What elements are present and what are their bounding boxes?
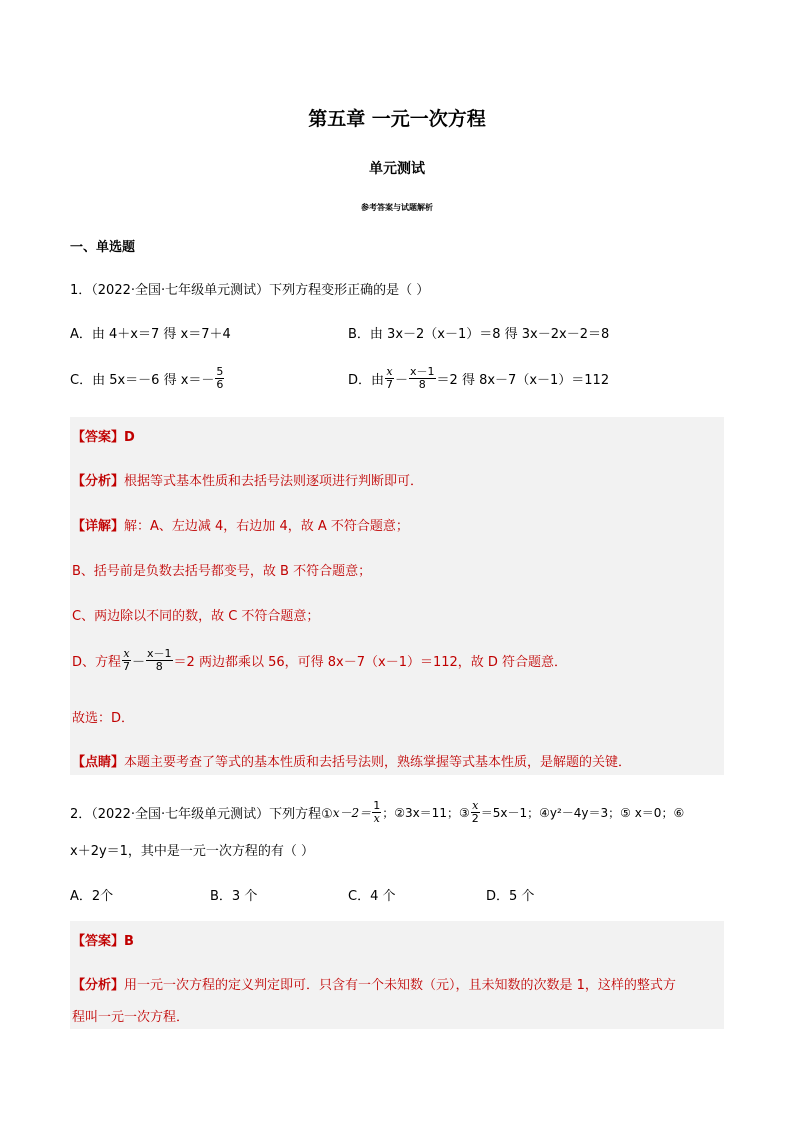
q2-stem-prefix: 2．（2022·全国·七年级单元测试）下列方程① — [70, 807, 333, 822]
analysis-tag: 【分析】 — [72, 978, 125, 993]
detail-text-1: 解：A、左边减 4，右边加 4，故 A 不符合题意； — [124, 519, 409, 534]
detail4-fraction2: $\frac{x-1}{8}$ — [147, 647, 172, 673]
analysis-tag: 【分析】 — [72, 474, 125, 489]
q2-eq2: ；②3x＝11；③ — [382, 806, 470, 820]
q1-option-a: A．由 4＋x＝7 得 x＝7＋4 — [70, 327, 231, 342]
q2-eq1: x－2＝ — [332, 806, 372, 820]
q2-option-d: D．5 个 — [486, 889, 535, 904]
q1-option-d — [348, 366, 609, 391]
q1-option-b: B．由 3x－2（x－1）＝8 得 3x－2x－2＝8 — [348, 327, 610, 342]
q1-option-d-fraction1: $\frac{x}{7}$ — [386, 365, 394, 391]
comment-tag: 【点睛】 — [72, 755, 125, 770]
detail4-minus: － — [132, 655, 146, 670]
q2-option-c: C．4 个 — [348, 889, 396, 904]
q1-analysis — [72, 470, 423, 489]
q1-option-d-suffix: ＝2 得 8x－7（x－1）＝112 — [436, 373, 610, 388]
page-subtitle: 单元测试 — [369, 161, 425, 177]
q1-option-c-fraction: $\frac{5}{6}$ — [216, 365, 224, 391]
detail4-suffix: ，故 D 符合题意． — [457, 655, 568, 670]
q2-stem-line2: x＋2y＝1，其中是一元一次方程的有（ ） — [70, 844, 315, 859]
section-title: 一、单选题 — [70, 240, 136, 255]
q1-stem: 1．（2022·全国·七年级单元测试）下列方程变形正确的是（ ） — [70, 283, 430, 298]
q2-analysis-1 — [72, 974, 676, 993]
q1-detail-1 — [72, 515, 409, 534]
q1-option-d-minus: － — [395, 373, 409, 388]
answer-tag: 【答案】 — [72, 430, 125, 445]
comment-text: 本题主要考查了等式的基本性质和去括号法则，熟练掌握等式基本性质，是解题的关键． — [124, 755, 632, 770]
detail4-prefix: D、方程 — [72, 655, 122, 670]
q2-eq3-rest: ＝5x－1；④y²－4y＝3；⑤ x＝0；⑥ — [480, 806, 685, 820]
q1-option-c — [70, 366, 225, 391]
analysis-text: 用一元一次方程的定义判定即可．只含有一个未知数（元），且未知数的次数是 1，这样的整式方 — [124, 978, 676, 993]
q2-eq1-fraction: $\frac{1}{x}$ — [373, 799, 381, 825]
q2-option-a: A．2个 — [70, 889, 114, 904]
analysis-text: 根据等式基本性质和去括号法则逐项进行判断即可． — [124, 474, 424, 489]
detail4-mid: ＝2 两边都乘以 56，可得 — [173, 655, 328, 670]
detail4-equation: 8x－7（x－1）＝112 — [327, 655, 458, 670]
answer-tag: 【答案】 — [72, 934, 125, 949]
page-title: 第五章 一元一次方程 — [308, 108, 486, 130]
q2-option-b: B．3 个 — [210, 889, 258, 904]
q1-comment — [72, 751, 631, 770]
q1-option-d-fraction2: $\frac{x-1}{8}$ — [410, 365, 435, 391]
q1-answer — [72, 426, 135, 445]
q1-option-c-text: C．由 5x＝－6 得 x＝－ — [70, 373, 215, 388]
q1-detail-3: C、两边除以不同的数，故 C 不符合题意； — [72, 609, 320, 624]
q2-answer — [72, 930, 134, 949]
detail4-fraction1: $\frac{x}{7}$ — [123, 647, 131, 673]
q2-stem — [70, 800, 684, 825]
q2-analysis-2: 程叫一元一次方程． — [72, 1010, 190, 1025]
answer-key-note: 参考答案与试题解析 — [361, 203, 433, 212]
detail-tag: 【详解】 — [72, 519, 125, 534]
q1-choose: 故选：D． — [72, 711, 135, 726]
answer-value: D — [124, 430, 135, 445]
q1-option-d-prefix: D．由 — [348, 373, 385, 388]
q1-detail-2: B、括号前是负数去括号都变号，故 B 不符合题意； — [72, 564, 372, 579]
q2-eq3-fraction: $\frac{x}{2}$ — [471, 799, 479, 825]
answer-value: B — [124, 934, 134, 949]
q1-detail-4 — [72, 648, 567, 673]
